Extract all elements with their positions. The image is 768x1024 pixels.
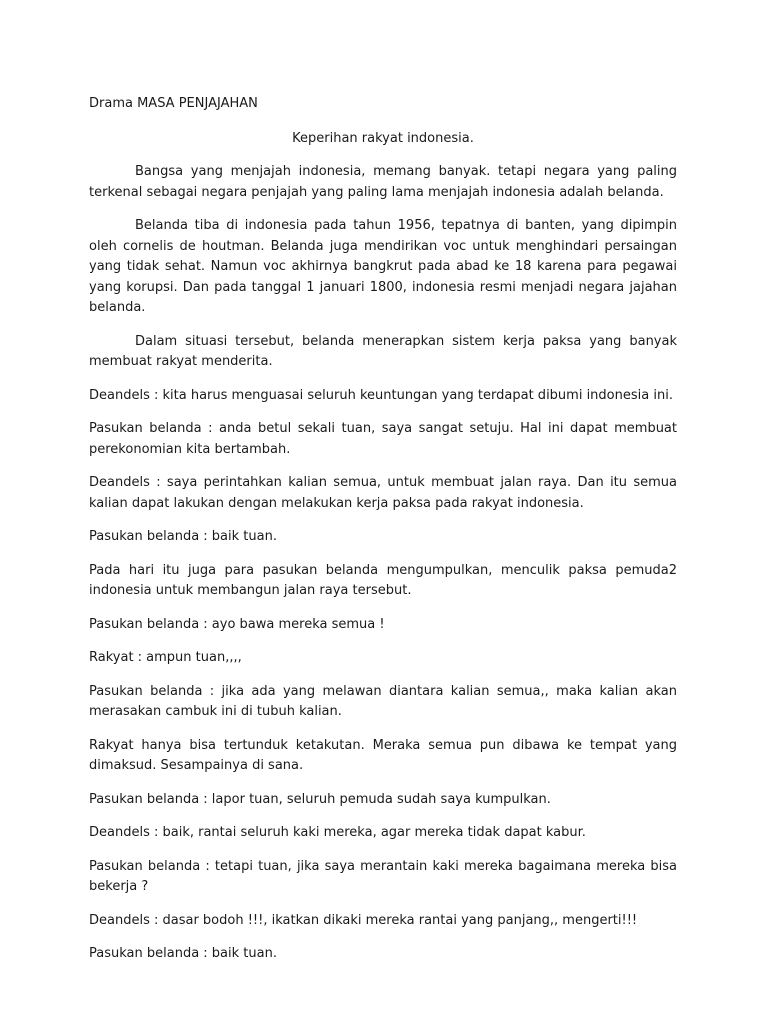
dialogue-line-7: Rakyat : ampun tuan,,,, bbox=[89, 650, 242, 665]
dialogue-line-3: Deandels : saya perintahkan kalian semua, untuk membuat jalan raya. Dan itu semua kalian dapat lakukan dengan melakukan kerja paksa pada rakyat indonesia. bbox=[89, 475, 677, 511]
intro-paragraph-1: Bangsa yang menjajah indonesia, memang banyak. tetapi negara yang paling terkenal sebagai negara penjajah yang paling lama menjajah indonesia adalah belanda. bbox=[89, 164, 677, 200]
intro-paragraph-3: Dalam situasi tersebut, belanda menerapkan sistem kerja paksa yang banyak membuat rakyat menderita. bbox=[89, 333, 677, 369]
intro-paragraph-2: Belanda tiba di indonesia pada tahun 1956, tepatnya di banten, yang dipimpin oleh cornelis de houtman. Belanda juga mendirikan voc untuk menghindari persaingan yang tidak sehat. Namun voc akhirnya bangkrut pada abad ke 18 karena para pegawai yang korupsi. Dan pada tanggal 1 januari 1800, indonesia resmi menjadi negara jajahan belanda. bbox=[89, 218, 677, 315]
dialogue-line-11: Deandels : baik, rantai seluruh kaki mereka, agar mereka tidak dapat kabur. bbox=[89, 825, 586, 840]
document-page bbox=[89, 94, 677, 978]
dialogue-line-10: Pasukan belanda : lapor tuan, seluruh pemuda sudah saya kumpulkan. bbox=[89, 791, 551, 807]
narration-line-9: Rakyat hanya bisa tertunduk ketakutan. Meraka semua pun dibawa ke tempat yang dimaksud. Sesampainya di sana. bbox=[89, 737, 677, 773]
document-title: Drama MASA PENJAJAHAN bbox=[89, 96, 258, 111]
dialogue-line-8: Pasukan belanda : jika ada yang melawan diantara kalian semua,, maka kalian akan merasakan cambuk ini di tubuh kalian. bbox=[89, 683, 677, 719]
narration-line-5: Pada hari itu juga para pasukan belanda mengumpulkan, menculik paksa pemuda2 indonesia untuk membangun jalan raya tersebut. bbox=[89, 562, 677, 598]
dialogue-line-12: Pasukan belanda : tetapi tuan, jika saya merantain kaki mereka bagaimana mereka bisa bekerja ? bbox=[89, 858, 677, 894]
dialogue-line-6: Pasukan belanda : ayo bawa mereka semua ! bbox=[89, 616, 385, 632]
document-subtitle: Keperihan rakyat indonesia. bbox=[292, 130, 474, 146]
dialogue-line-14: Pasukan belanda : baik tuan. bbox=[89, 946, 277, 961]
dialogue-line-1: Deandels : kita harus menguasai seluruh keuntungan yang terdapat dibumi indonesia ini. bbox=[89, 387, 673, 403]
dialogue-line-2: Pasukan belanda : anda betul sekali tuan, saya sangat setuju. Hal ini dapat membuat perekonomian kita bertambah. bbox=[89, 421, 677, 457]
dialogue-line-13: Deandels : dasar bodoh !!!, ikatkan dikaki mereka rantai yang panjang,, mengerti!!! bbox=[89, 912, 638, 928]
dialogue-line-4: Pasukan belanda : baik tuan. bbox=[89, 529, 277, 544]
